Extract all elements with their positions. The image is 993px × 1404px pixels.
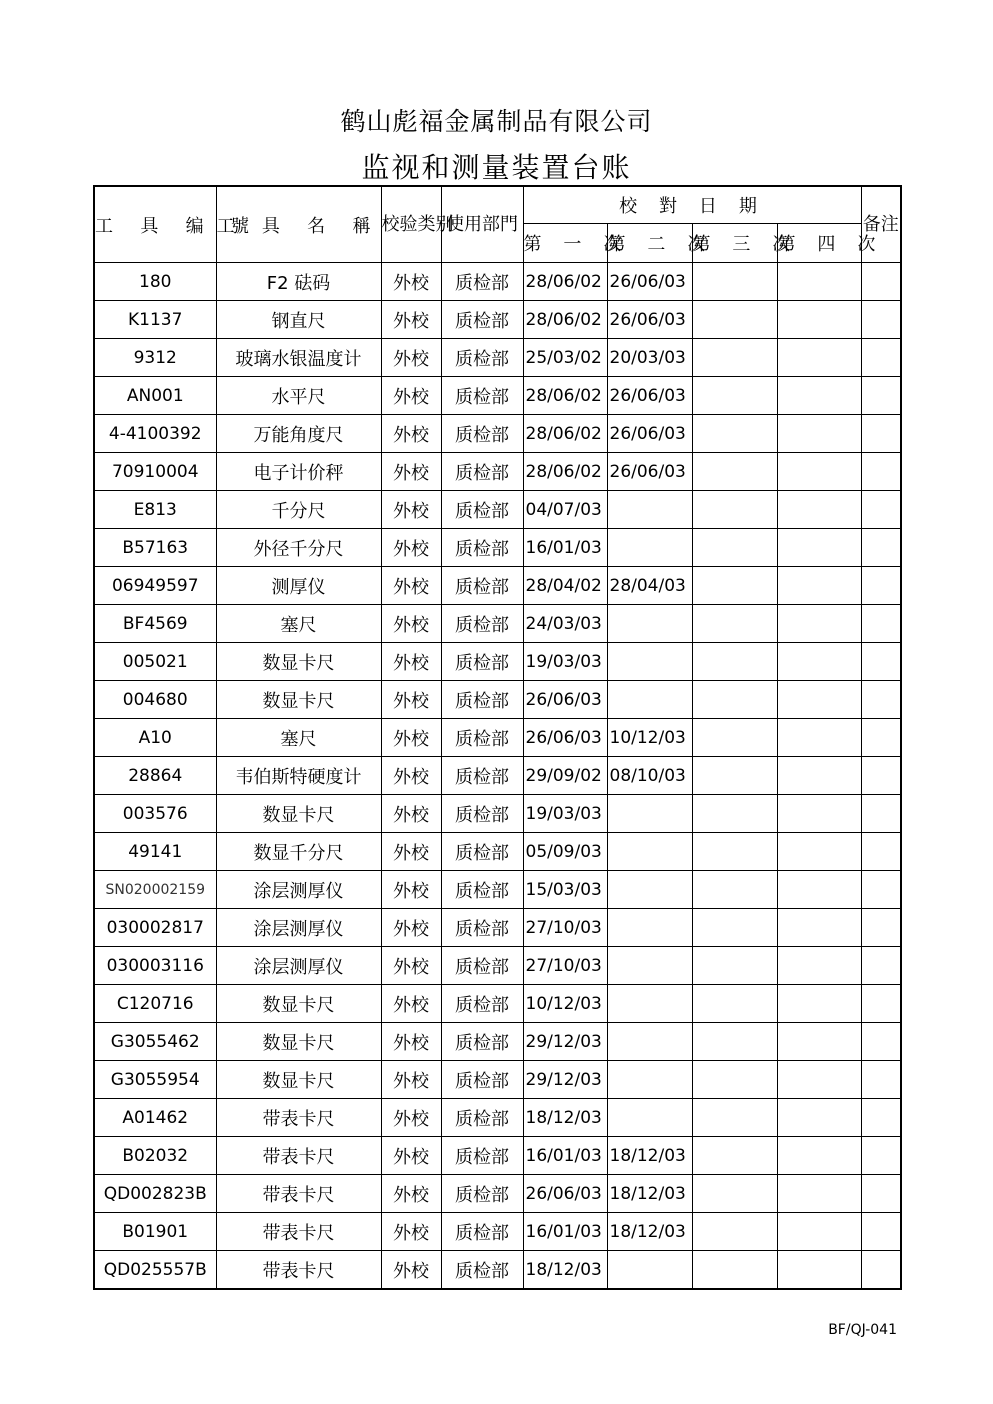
cell-date-first: 28/06/02 — [523, 377, 607, 415]
cell-calib-type: 外校 — [381, 871, 441, 909]
cell-date-second — [607, 833, 692, 871]
cell-date-first: 28/06/02 — [523, 453, 607, 491]
cell-date-fourth — [777, 1023, 861, 1061]
cell-date-fourth — [777, 605, 861, 643]
cell-date-fourth — [777, 1175, 861, 1213]
cell-department: 质检部 — [441, 1137, 523, 1175]
cell-calib-type: 外校 — [381, 339, 441, 377]
cell-remark — [861, 415, 901, 453]
table-row — [94, 377, 901, 415]
cell-calib-type: 外校 — [381, 643, 441, 681]
cell-tool-name: 带表卡尺 — [216, 1213, 381, 1251]
table-row — [94, 567, 901, 605]
cell-tool-no: 49141 — [94, 833, 216, 871]
cell-date-fourth — [777, 1061, 861, 1099]
cell-date-second — [607, 681, 692, 719]
cell-department: 质检部 — [441, 719, 523, 757]
table-row — [94, 795, 901, 833]
cell-remark — [861, 643, 901, 681]
cell-department: 质检部 — [441, 339, 523, 377]
cell-calib-type: 外校 — [381, 301, 441, 339]
cell-date-first: 16/01/03 — [523, 529, 607, 567]
cell-tool-name: 数显卡尺 — [216, 643, 381, 681]
cell-date-second: 18/12/03 — [607, 1137, 692, 1175]
cell-tool-no: BF4569 — [94, 605, 216, 643]
cell-tool-name: 数显卡尺 — [216, 795, 381, 833]
table-row — [94, 871, 901, 909]
cell-date-first: 15/03/03 — [523, 871, 607, 909]
cell-tool-no: B02032 — [94, 1137, 216, 1175]
cell-department: 质检部 — [441, 871, 523, 909]
cell-tool-no: E813 — [94, 491, 216, 529]
cell-date-first: 18/12/03 — [523, 1251, 607, 1290]
cell-calib-type: 外校 — [381, 947, 441, 985]
cell-date-second — [607, 985, 692, 1023]
cell-date-second: 26/06/03 — [607, 377, 692, 415]
cell-tool-no: 030003116 — [94, 947, 216, 985]
table-row — [94, 339, 901, 377]
cell-date-third — [692, 1213, 777, 1251]
cell-date-fourth — [777, 795, 861, 833]
cell-date-first: 25/03/02 — [523, 339, 607, 377]
cell-date-fourth — [777, 1251, 861, 1290]
cell-department: 质检部 — [441, 605, 523, 643]
cell-remark — [861, 1137, 901, 1175]
cell-date-third — [692, 909, 777, 947]
cell-date-second — [607, 1061, 692, 1099]
cell-tool-name: 数显卡尺 — [216, 681, 381, 719]
cell-date-second — [607, 605, 692, 643]
cell-calib-type: 外校 — [381, 1023, 441, 1061]
cell-date-fourth — [777, 909, 861, 947]
cell-calib-type: 外校 — [381, 681, 441, 719]
cell-date-third — [692, 301, 777, 339]
cell-calib-type: 外校 — [381, 1137, 441, 1175]
cell-date-third — [692, 1061, 777, 1099]
cell-date-fourth — [777, 985, 861, 1023]
cell-date-third — [692, 263, 777, 301]
cell-date-second: 18/12/03 — [607, 1213, 692, 1251]
cell-department: 质检部 — [441, 1061, 523, 1099]
cell-date-first: 16/01/03 — [523, 1213, 607, 1251]
table-row — [94, 1175, 901, 1213]
cell-calib-type: 外校 — [381, 1099, 441, 1137]
table-row — [94, 1099, 901, 1137]
cell-date-fourth — [777, 301, 861, 339]
cell-date-first: 27/10/03 — [523, 909, 607, 947]
cell-date-third — [692, 1099, 777, 1137]
cell-department: 质检部 — [441, 301, 523, 339]
cell-department: 质检部 — [441, 1175, 523, 1213]
cell-tool-no: 9312 — [94, 339, 216, 377]
cell-date-third — [692, 1137, 777, 1175]
header-second: 第 二 次 — [607, 224, 692, 263]
cell-date-fourth — [777, 1213, 861, 1251]
cell-tool-name: 带表卡尺 — [216, 1099, 381, 1137]
cell-tool-no: SN020002159 — [94, 871, 216, 909]
cell-date-third — [692, 871, 777, 909]
cell-date-first: 10/12/03 — [523, 985, 607, 1023]
cell-date-third — [692, 605, 777, 643]
cell-tool-name: 外径千分尺 — [216, 529, 381, 567]
cell-tool-no: 06949597 — [94, 567, 216, 605]
cell-calib-type: 外校 — [381, 529, 441, 567]
cell-calib-type: 外校 — [381, 1061, 441, 1099]
cell-date-second — [607, 529, 692, 567]
cell-remark — [861, 757, 901, 795]
cell-date-second: 28/04/03 — [607, 567, 692, 605]
cell-date-first: 24/03/03 — [523, 605, 607, 643]
table-row — [94, 643, 901, 681]
cell-department: 质检部 — [441, 453, 523, 491]
cell-department: 质检部 — [441, 415, 523, 453]
cell-date-fourth — [777, 1099, 861, 1137]
cell-tool-name: 塞尺 — [216, 605, 381, 643]
cell-date-fourth — [777, 377, 861, 415]
cell-calib-type: 外校 — [381, 719, 441, 757]
cell-tool-no: G3055462 — [94, 1023, 216, 1061]
cell-date-third — [692, 1023, 777, 1061]
cell-tool-no: A10 — [94, 719, 216, 757]
cell-date-first: 16/01/03 — [523, 1137, 607, 1175]
cell-department: 质检部 — [441, 947, 523, 985]
cell-department: 质检部 — [441, 1099, 523, 1137]
form-code: BF/QJ-041 — [828, 1322, 897, 1338]
cell-date-third — [692, 947, 777, 985]
cell-date-first: 29/12/03 — [523, 1061, 607, 1099]
cell-department: 质检部 — [441, 1023, 523, 1061]
cell-remark — [861, 681, 901, 719]
cell-tool-name: 带表卡尺 — [216, 1175, 381, 1213]
cell-remark — [861, 947, 901, 985]
cell-date-fourth — [777, 453, 861, 491]
cell-tool-no: K1137 — [94, 301, 216, 339]
cell-calib-type: 外校 — [381, 453, 441, 491]
table-row — [94, 757, 901, 795]
cell-date-first: 18/12/03 — [523, 1099, 607, 1137]
cell-tool-no: 004680 — [94, 681, 216, 719]
cell-remark — [861, 1251, 901, 1290]
table-row — [94, 415, 901, 453]
cell-department: 质检部 — [441, 491, 523, 529]
cell-date-third — [692, 795, 777, 833]
cell-date-second — [607, 1251, 692, 1290]
cell-calib-type: 外校 — [381, 377, 441, 415]
header-row — [94, 186, 901, 224]
cell-tool-name: 数显卡尺 — [216, 1061, 381, 1099]
cell-date-second: 18/12/03 — [607, 1175, 692, 1213]
equipment-ledger-table — [93, 185, 902, 1290]
cell-date-fourth — [777, 719, 861, 757]
cell-date-first: 27/10/03 — [523, 947, 607, 985]
cell-tool-name: 数显卡尺 — [216, 985, 381, 1023]
cell-date-third — [692, 757, 777, 795]
cell-department: 质检部 — [441, 1213, 523, 1251]
cell-remark — [861, 453, 901, 491]
cell-date-first: 28/04/02 — [523, 567, 607, 605]
cell-date-fourth — [777, 567, 861, 605]
cell-calib-type: 外校 — [381, 491, 441, 529]
cell-department: 质检部 — [441, 833, 523, 871]
cell-department: 质检部 — [441, 263, 523, 301]
cell-date-first: 19/03/03 — [523, 795, 607, 833]
cell-tool-no: C120716 — [94, 985, 216, 1023]
cell-tool-name: 带表卡尺 — [216, 1251, 381, 1290]
cell-date-fourth — [777, 947, 861, 985]
header-calib-type: 校验类别 — [381, 186, 441, 263]
table-row — [94, 719, 901, 757]
cell-tool-name: 数显卡尺 — [216, 1023, 381, 1061]
cell-date-fourth — [777, 871, 861, 909]
cell-date-first: 28/06/02 — [523, 301, 607, 339]
cell-date-first: 26/06/03 — [523, 1175, 607, 1213]
cell-remark — [861, 909, 901, 947]
cell-date-first: 29/12/03 — [523, 1023, 607, 1061]
cell-date-fourth — [777, 681, 861, 719]
cell-remark — [861, 1175, 901, 1213]
cell-calib-type: 外校 — [381, 985, 441, 1023]
cell-date-second — [607, 643, 692, 681]
cell-date-third — [692, 415, 777, 453]
table-row — [94, 453, 901, 491]
cell-tool-name: 塞尺 — [216, 719, 381, 757]
table-row — [94, 301, 901, 339]
cell-department: 质检部 — [441, 529, 523, 567]
cell-date-fourth — [777, 757, 861, 795]
header-first: 第 一 次 — [523, 224, 607, 263]
cell-tool-name: 玻璃水银温度计 — [216, 339, 381, 377]
cell-remark — [861, 339, 901, 377]
cell-tool-no: 70910004 — [94, 453, 216, 491]
cell-date-second — [607, 1023, 692, 1061]
cell-date-third — [692, 377, 777, 415]
cell-date-second — [607, 795, 692, 833]
cell-tool-no: B57163 — [94, 529, 216, 567]
cell-calib-type: 外校 — [381, 1175, 441, 1213]
cell-date-third — [692, 985, 777, 1023]
cell-tool-no: 180 — [94, 263, 216, 301]
cell-calib-type: 外校 — [381, 1251, 441, 1290]
cell-date-fourth — [777, 415, 861, 453]
cell-calib-type: 外校 — [381, 415, 441, 453]
cell-tool-no: 005021 — [94, 643, 216, 681]
cell-date-first: 28/06/02 — [523, 263, 607, 301]
cell-tool-name: 涂层测厚仪 — [216, 947, 381, 985]
cell-date-third — [692, 643, 777, 681]
cell-date-third — [692, 567, 777, 605]
cell-remark — [861, 567, 901, 605]
table-row — [94, 909, 901, 947]
cell-date-fourth — [777, 529, 861, 567]
cell-tool-name: 涂层测厚仪 — [216, 871, 381, 909]
document-title: 监视和测量装置台账 — [361, 151, 632, 184]
cell-tool-name: 千分尺 — [216, 491, 381, 529]
cell-date-second — [607, 491, 692, 529]
cell-tool-no: 28864 — [94, 757, 216, 795]
cell-tool-name: 电子计价秤 — [216, 453, 381, 491]
table-row — [94, 263, 901, 301]
cell-date-third — [692, 681, 777, 719]
cell-department: 质检部 — [441, 985, 523, 1023]
cell-date-second — [607, 947, 692, 985]
company-name: 鹤山彪福金属制品有限公司 — [340, 107, 653, 136]
cell-remark — [861, 985, 901, 1023]
cell-department: 质检部 — [441, 757, 523, 795]
cell-remark — [861, 377, 901, 415]
cell-department: 质检部 — [441, 1251, 523, 1290]
table-row — [94, 1023, 901, 1061]
cell-tool-no: B01901 — [94, 1213, 216, 1251]
cell-tool-name: 带表卡尺 — [216, 1137, 381, 1175]
table-row — [94, 1213, 901, 1251]
header-calib-date: 校 對 日 期 — [523, 186, 861, 224]
cell-tool-name: 韦伯斯特硬度计 — [216, 757, 381, 795]
table-row — [94, 947, 901, 985]
cell-date-third — [692, 453, 777, 491]
table-row — [94, 491, 901, 529]
cell-remark — [861, 301, 901, 339]
cell-date-second: 10/12/03 — [607, 719, 692, 757]
cell-calib-type: 外校 — [381, 757, 441, 795]
cell-tool-name: 万能角度尺 — [216, 415, 381, 453]
cell-date-second: 26/06/03 — [607, 263, 692, 301]
cell-tool-name: 数显千分尺 — [216, 833, 381, 871]
header-department: 使用部門 — [441, 186, 523, 263]
cell-tool-name: 涂层测厚仪 — [216, 909, 381, 947]
cell-remark — [861, 605, 901, 643]
table-row — [94, 681, 901, 719]
cell-date-third — [692, 1251, 777, 1290]
cell-tool-name: 钢直尺 — [216, 301, 381, 339]
cell-remark — [861, 1099, 901, 1137]
cell-date-second: 08/10/03 — [607, 757, 692, 795]
cell-date-second — [607, 1099, 692, 1137]
header-remark: 备注 — [861, 186, 901, 263]
cell-date-second: 26/06/03 — [607, 453, 692, 491]
table-row — [94, 833, 901, 871]
cell-tool-name: 测厚仪 — [216, 567, 381, 605]
cell-remark — [861, 795, 901, 833]
cell-remark — [861, 833, 901, 871]
cell-date-fourth — [777, 643, 861, 681]
cell-calib-type: 外校 — [381, 605, 441, 643]
table-row — [94, 985, 901, 1023]
cell-date-first: 19/03/03 — [523, 643, 607, 681]
cell-tool-no: QD002823B — [94, 1175, 216, 1213]
table-row — [94, 529, 901, 567]
cell-department: 质检部 — [441, 681, 523, 719]
cell-tool-no: 003576 — [94, 795, 216, 833]
cell-date-third — [692, 529, 777, 567]
cell-date-fourth — [777, 833, 861, 871]
table-row — [94, 605, 901, 643]
cell-tool-no: 4-4100392 — [94, 415, 216, 453]
cell-date-fourth — [777, 263, 861, 301]
header-tool-no: 工 具 编 號 — [94, 186, 216, 263]
cell-tool-name: F2 砝码 — [216, 263, 381, 301]
cell-remark — [861, 491, 901, 529]
cell-tool-no: AN001 — [94, 377, 216, 415]
header-fourth: 第 四 次 — [777, 224, 861, 263]
cell-remark — [861, 719, 901, 757]
cell-department: 质检部 — [441, 795, 523, 833]
cell-date-second: 26/06/03 — [607, 415, 692, 453]
cell-remark — [861, 1023, 901, 1061]
cell-tool-no: QD025557B — [94, 1251, 216, 1290]
cell-department: 质检部 — [441, 643, 523, 681]
cell-date-fourth — [777, 1137, 861, 1175]
cell-date-first: 29/09/02 — [523, 757, 607, 795]
cell-remark — [861, 263, 901, 301]
table-row — [94, 1251, 901, 1290]
cell-date-first: 05/09/03 — [523, 833, 607, 871]
cell-date-first: 26/06/03 — [523, 719, 607, 757]
cell-tool-no: G3055954 — [94, 1061, 216, 1099]
cell-calib-type: 外校 — [381, 833, 441, 871]
cell-date-first: 26/06/03 — [523, 681, 607, 719]
cell-date-third — [692, 833, 777, 871]
cell-department: 质检部 — [441, 567, 523, 605]
cell-department: 质检部 — [441, 377, 523, 415]
cell-remark — [861, 1061, 901, 1099]
cell-tool-no: A01462 — [94, 1099, 216, 1137]
cell-date-second: 26/06/03 — [607, 301, 692, 339]
cell-date-third — [692, 719, 777, 757]
header-third: 第 三 次 — [692, 224, 777, 263]
cell-date-third — [692, 339, 777, 377]
cell-calib-type: 外校 — [381, 795, 441, 833]
cell-date-second: 20/03/03 — [607, 339, 692, 377]
cell-calib-type: 外校 — [381, 567, 441, 605]
cell-calib-type: 外校 — [381, 1213, 441, 1251]
cell-date-second — [607, 909, 692, 947]
cell-tool-name: 水平尺 — [216, 377, 381, 415]
cell-date-second — [607, 871, 692, 909]
cell-date-first: 28/06/02 — [523, 415, 607, 453]
cell-date-third — [692, 1175, 777, 1213]
table-row — [94, 1137, 901, 1175]
cell-date-fourth — [777, 491, 861, 529]
cell-date-third — [692, 491, 777, 529]
header-tool-name: 工 具 名 稱 — [216, 186, 381, 263]
cell-remark — [861, 529, 901, 567]
cell-department: 质检部 — [441, 909, 523, 947]
cell-tool-no: 030002817 — [94, 909, 216, 947]
cell-remark — [861, 1213, 901, 1251]
cell-date-fourth — [777, 339, 861, 377]
table-row — [94, 1061, 901, 1099]
cell-remark — [861, 871, 901, 909]
cell-date-first: 04/07/03 — [523, 491, 607, 529]
cell-calib-type: 外校 — [381, 263, 441, 301]
cell-calib-type: 外校 — [381, 909, 441, 947]
